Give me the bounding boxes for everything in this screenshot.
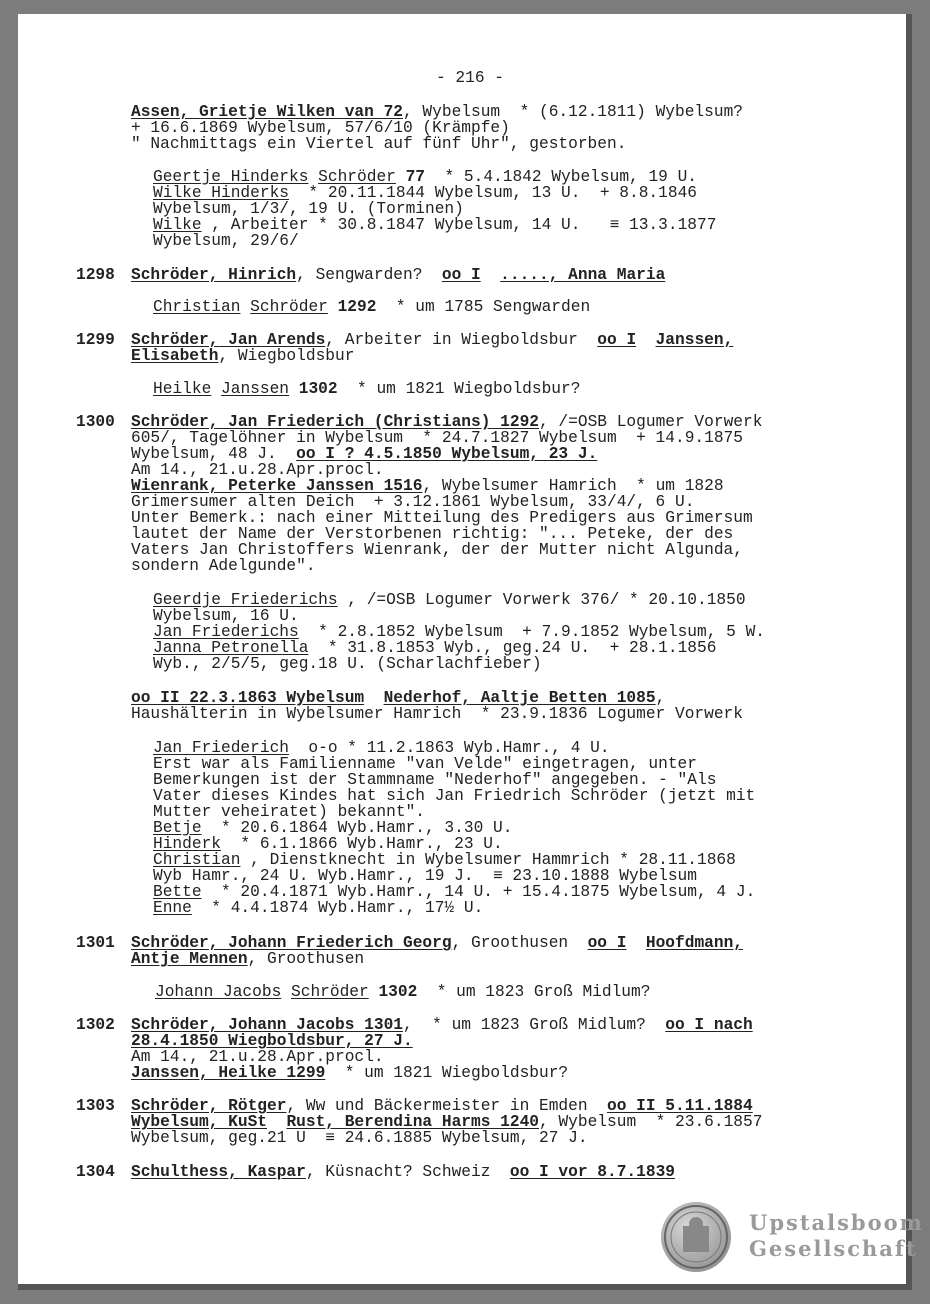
child-entry: Johann Jacobs Schröder 1302 * um 1823 Groß Midlum? — [155, 983, 651, 1001]
entry-1300-line4: Am 14., 21.u.28.Apr.procl. — [131, 461, 384, 479]
entry-1302-line3: Am 14., 21.u.28.Apr.procl. — [131, 1048, 384, 1066]
child-entry-cont: Wyb Hamr., 24 U. Wyb.Hamr., 19 J. ≡ 23.10.1888 Wybelsum — [153, 867, 697, 885]
child-entry: Jan Friederich o-o * 11.2.1863 Wyb.Hamr., 4 U. — [153, 739, 610, 757]
child-entry: Bette * 20.4.1871 Wyb.Hamr., 14 U. + 15.4.1875 Wybelsum, 4 J. — [153, 883, 756, 901]
entry-1299-line1: Schröder, Jan Arends, Arbeiter in Wiegboldsbur oo I Janssen, — [131, 331, 734, 349]
child-note: Vater dieses Kindes hat sich Jan Friedrich Schröder (jetzt mit — [153, 787, 756, 805]
entry-1302-spouse: Janssen, Heilke 1299 * um 1821 Wiegboldsbur? — [131, 1064, 569, 1082]
child-entry: Janna Petronella * 31.8.1853 Wyb., geg.24 U. + 28.1.1856 — [153, 639, 717, 657]
entry-1300-line10: sondern Adelgunde". — [131, 557, 316, 575]
entry-1300-line9: Vaters Jan Christoffers Wienrank, der der Mutter nicht Algunda, — [131, 541, 743, 559]
child-entry: Christian Schröder 1292 * um 1785 Sengwarden — [153, 298, 591, 316]
entry-1304-line1: Schulthess, Kaspar, Küsnacht? Schweiz oo I vor 8.7.1839 — [131, 1163, 675, 1181]
entry-number: 1298 — [76, 266, 115, 284]
entry-number: 1300 — [76, 413, 115, 431]
entry-1303-line3: Wybelsum, geg.21 U ≡ 24.6.1885 Wybelsum, 27 J. — [131, 1129, 588, 1147]
entry-assen-line3: " Nachmittags ein Viertel auf fünf Uhr", gestorben. — [131, 135, 627, 153]
entry-number: 1301 — [76, 934, 115, 952]
entry-number: 1302 — [76, 1016, 115, 1034]
child-entry: Heilke Janssen 1302 * um 1821 Wiegboldsbur? — [153, 380, 581, 398]
entry-number: 1303 — [76, 1097, 115, 1115]
seal-icon — [661, 1202, 731, 1272]
entry-1302-line1: Schröder, Johann Jacobs 1301, * um 1823 Groß Midlum? oo I nach — [131, 1016, 753, 1034]
entry-1300-line3: Wybelsum, 48 J. oo I ? 4.5.1850 Wybelsum, 23 J. — [131, 445, 598, 463]
page-number: - 216 - — [436, 69, 504, 87]
child-entry: Wilke , Arbeiter * 30.8.1847 Wybelsum, 14 U. ≡ 13.3.1877 — [153, 216, 717, 234]
entry-assen-line2: + 16.6.1869 Wybelsum, 57/6/10 (Krämpfe) — [131, 119, 510, 137]
entry-number: 1299 — [76, 331, 115, 349]
entry-1300-line1: Schröder, Jan Friederich (Christians) 1292, /=OSB Logumer Vorwerk — [131, 413, 763, 431]
entry-number: 1304 — [76, 1163, 115, 1181]
document-page — [18, 14, 924, 1290]
entry-1301-line2: Antje Mennen, Groothusen — [131, 950, 365, 968]
person-name: Assen, Grietje Wilken van 72 — [131, 103, 403, 121]
child-note: Mutter veheiratet) bekannt". — [153, 803, 425, 821]
society-logo — [659, 1198, 924, 1288]
entry-1303-line1: Schröder, Rötger, Ww und Bäckermeister in Emden oo II 5.11.1884 — [131, 1097, 753, 1115]
child-entry: Wilke Hinderks * 20.11.1844 Wybelsum, 13 U. + 8.8.1846 — [153, 184, 697, 202]
entry-1300-line2: 605/, Tagelöhner in Wybelsum * 24.7.1827 Wybelsum + 14.9.1875 — [131, 429, 743, 447]
entry-1298-line1: Schröder, Hinrich, Sengwarden? oo I ....., Anna Maria — [131, 266, 666, 284]
child-entry: Hinderk * 6.1.1866 Wyb.Hamr., 23 U. — [153, 835, 503, 853]
entry-1300-line6: Grimersumer alten Deich + 3.12.1861 Wybelsum, 33/4/, 6 U. — [131, 493, 695, 511]
entry-1303-line2: Wybelsum, KuSt Rust, Berendina Harms 1240, Wybelsum * 23.6.1857 — [131, 1113, 763, 1131]
child-entry-cont: Wybelsum, 29/6/ — [153, 232, 299, 250]
second-marriage-line2: Haushälterin in Wybelsumer Hamrich * 23.9.1836 Logumer Vorwerk — [131, 705, 743, 723]
entry-1300-spouse: Wienrank, Peterke Janssen 1516, Wybelsumer Hamrich * um 1828 — [131, 477, 724, 495]
child-entry: Enne * 4.4.1874 Wyb.Hamr., 17½ U. — [153, 899, 484, 917]
entry-1301-line1: Schröder, Johann Friederich Georg, Groothusen oo I Hoofdmann, — [131, 934, 744, 952]
child-entry-cont: Wybelsum, 1/3/, 19 U. (Torminen) — [153, 200, 464, 218]
child-entry: Geerdje Friederichs , /=OSB Logumer Vorwerk 376/ * 20.10.1850 — [153, 591, 746, 609]
child-entry: Jan Friederichs * 2.8.1852 Wybelsum + 7.9.1852 Wybelsum, 5 W. — [153, 623, 765, 641]
second-marriage: oo II 22.3.1863 Wybelsum Nederhof, Aaltje Betten 1085, — [131, 689, 666, 707]
child-entry-cont: Wybelsum, 16 U. — [153, 607, 299, 625]
entry-1302-line2: 28.4.1850 Wiegboldsbur, 27 J. — [131, 1032, 413, 1050]
entry-1300-line8: lautet der Name der Verstorbenen richtig: "... Peteke, der des — [131, 525, 734, 543]
entry-1300-line7: Unter Bemerk.: nach einer Mitteilung des Predigers aus Grimersum — [131, 509, 753, 527]
entry-1299-line2: Elisabeth, Wiegboldsbur — [131, 347, 355, 365]
child-entry: Betje * 20.6.1864 Wyb.Hamr., 3.30 U. — [153, 819, 513, 837]
child-entry: Christian , Dienstknecht in Wybelsumer Hammrich * 28.11.1868 — [153, 851, 736, 869]
child-note: Bemerkungen ist der Stammname "Nederhof" angegeben. - "Als — [153, 771, 717, 789]
child-note: Erst war als Familienname "van Velde" eingetragen, unter — [153, 755, 697, 773]
child-entry: Geertje Hinderks Schröder 77 * 5.4.1842 Wybelsum, 19 U. — [153, 168, 698, 186]
child-entry-cont: Wyb., 2/5/5, geg.18 U. (Scharlachfieber) — [153, 655, 542, 673]
logo-text: Upstalsboom Gesellschaft — [749, 1210, 924, 1261]
entry-assen-line1: Assen, Grietje Wilken van 72, Wybelsum * (6.12.1811) Wybelsum? — [131, 103, 743, 121]
